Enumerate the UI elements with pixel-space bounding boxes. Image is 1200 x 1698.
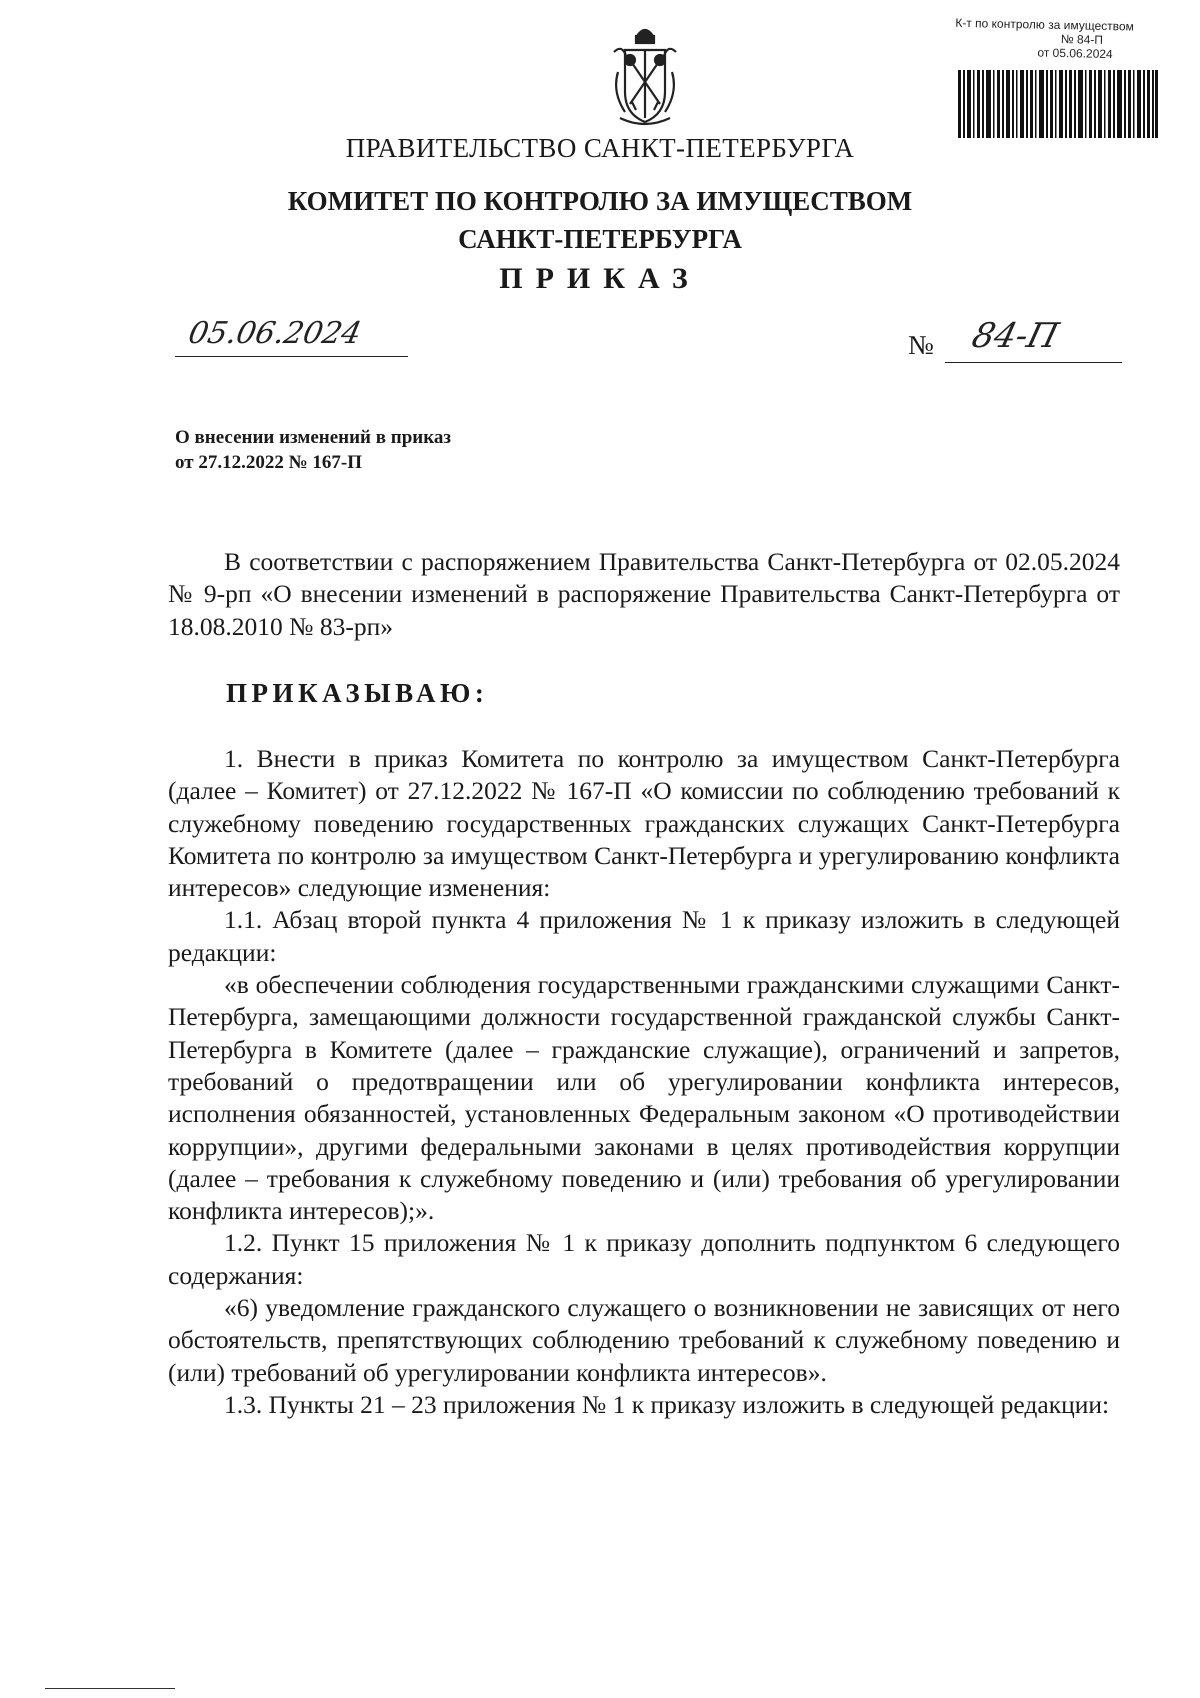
order-subject: [175, 425, 451, 475]
paragraph-1-1: 1.1. Абзац второй пункта 4 приложения № 1 к приказу изложить в следующей редакции:: [168, 905, 1120, 967]
paragraph-1: 1. Внести в приказ Комитета по контролю за имуществом Санкт-Петербурга (далее – Комитет) от 27.12.2022 № 167-П «О комиссии по соблюдению требований к служебному поведению государственных гражданских служащих Санкт-Петербурга Комитета по контролю за имуществом Санкт-Петербурга и урегулированию конфликта интересов» следующие изменения:: [168, 744, 1120, 903]
footnote-divider: [45, 1688, 175, 1689]
date-field: [175, 318, 408, 357]
barcode-icon: [958, 70, 1158, 138]
paragraph-1-2-quote: «6) уведомление гражданского служащего о возникновении не зависящих от него обстоятельств, препятствующих соблюдению требований к служебному поведению и (или) требований об урегулировании конфликта интересов».: [168, 1293, 1120, 1387]
paragraph-1-3: 1.3. Пункты 21 – 23 приложения № 1 к приказу изложить в следующей редакции:: [224, 1389, 1110, 1419]
stamp-organization: К-т по контролю за имуществом: [955, 15, 1135, 34]
order-items: [168, 743, 1120, 1421]
handwritten-date: 05.06.2024: [185, 316, 365, 351]
committee-title-line1: КОМИТЕТ ПО КОНТРОЛЮ ЗА ИМУЩЕСТВОМ: [287, 186, 913, 216]
directive-heading: ПРИКАЗЫВАЮ:: [226, 678, 489, 708]
paragraph-1-2: 1.2. Пункт 15 приложения № 1 к приказу дополнить подпунктом 6 следующего содержания:: [168, 1228, 1120, 1290]
number-sign: №: [908, 330, 934, 360]
preamble-text: В соответствии с распоряжением Правительства Санкт-Петербурга от 02.05.2024 № 9-рп «О внесении изменений в распоряжение Правительства Санкт-Петербурга от 18.08.2010 № 83-рп»: [168, 547, 1120, 641]
handwritten-number: 84-П: [968, 316, 1063, 356]
number-field: [945, 316, 1122, 363]
paragraph-1-1-quote: «в обеспечении соблюдения государственными гражданскими служащими Санкт-Петербурга, замещающими должности государственной гражданской службы Санкт-Петербурга в Комитете (далее – гражданские служащие), ограничений и запретов, требований о предотвращении или об урегулировании конфликта интересов, исполнения обязанностей, установленных Федеральным законом «О противодействии коррупции», другими федеральными законами в целях противодействия коррупции (далее – требования к служебному поведению и (или) требования об урегулировании конфликта интересов);».: [168, 970, 1120, 1226]
stamp-number: № 84-П: [1060, 32, 1104, 47]
government-title: ПРАВИТЕЛЬСТВО САНКТ-ПЕТЕРБУРГА: [345, 133, 855, 163]
stamp-date: от 05.06.2024: [1037, 45, 1113, 62]
committee-title: [0, 182, 1200, 258]
subject-line1: О внесении изменений в приказ: [175, 427, 452, 448]
document-type: ПРИКАЗ: [499, 262, 701, 295]
subject-line2: от 27.12.2022 № 167-П: [175, 452, 363, 473]
committee-title-line2: САНКТ-ПЕТЕРБУРГА: [458, 224, 742, 254]
preamble: [168, 546, 1120, 643]
spb-coat-of-arms-icon: [592, 22, 698, 128]
registration-stamp: [955, 16, 1166, 62]
